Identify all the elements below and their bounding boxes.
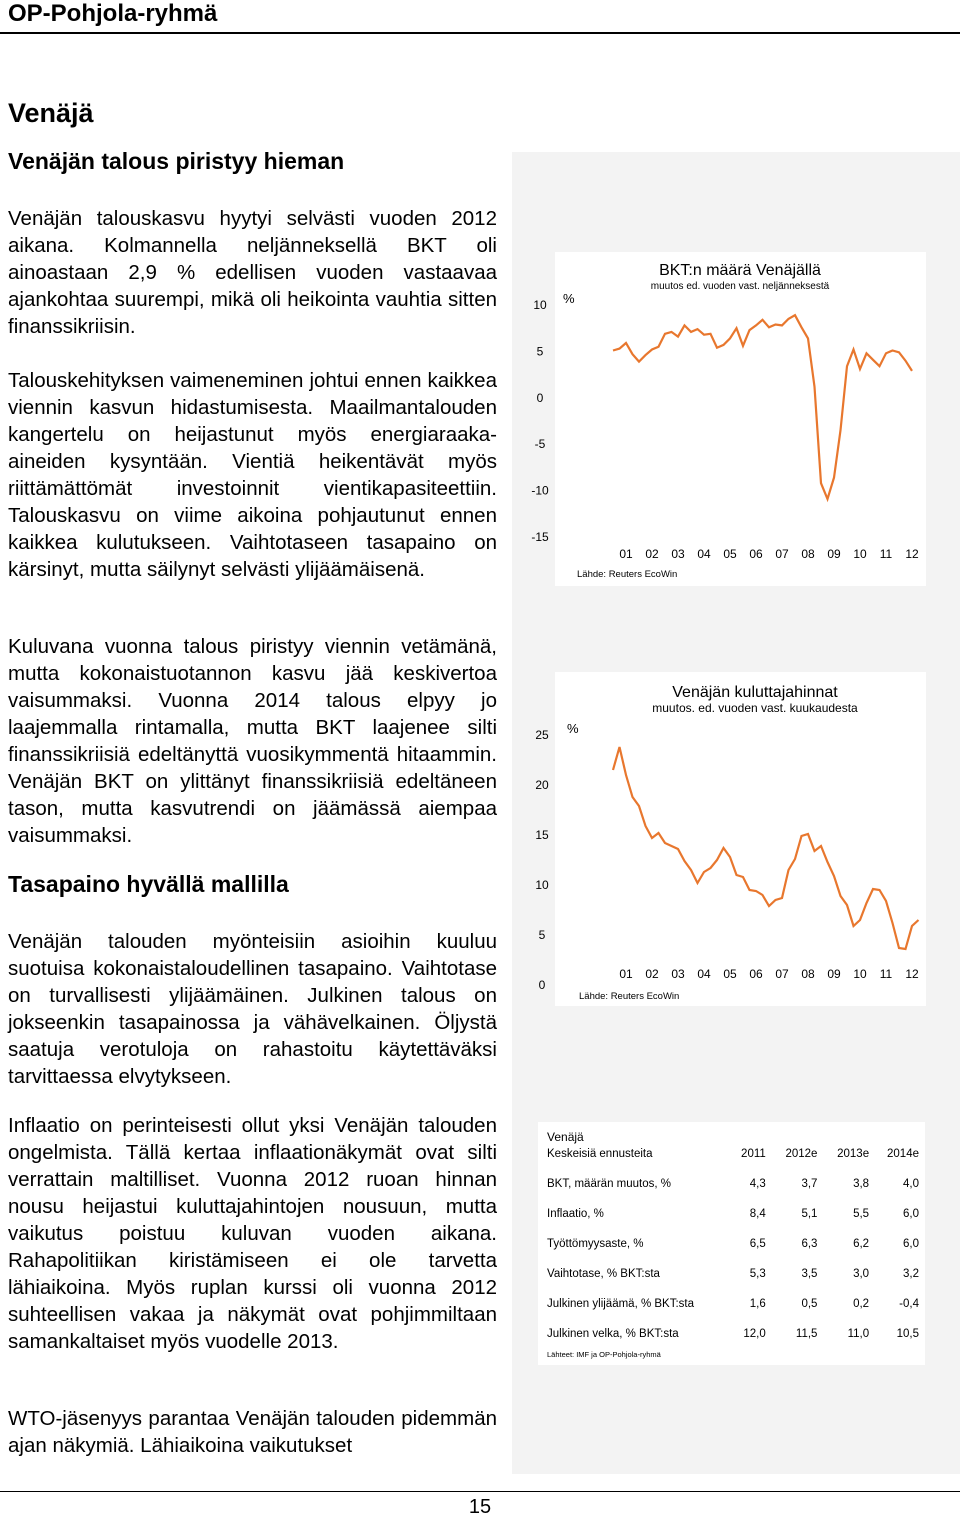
forecast-value: 8,4: [749, 1208, 766, 1220]
y-tick-label: 5: [536, 344, 544, 359]
y-tick-label: 10: [535, 878, 549, 892]
x-tick-label: 10: [853, 547, 867, 561]
x-tick-label: 02: [645, 967, 659, 981]
x-tick-label: 07: [775, 547, 789, 561]
publisher-title: OP-Pohjola-ryhmä: [8, 0, 218, 27]
gdp-chart: [531, 252, 926, 586]
y-tick-label: 25: [535, 728, 549, 742]
forecast-value: 5,5: [853, 1208, 870, 1220]
x-tick-label: 09: [827, 967, 841, 981]
x-tick-label: 07: [775, 967, 789, 981]
paragraph-2-text: Talouskehityksen vaimeneminen johtui ennen kaikkea viennin kasvun hidastumisesta. Maailmantalouden kangertelu on heijastunut myös energiaraaka-aineiden kysyntään. Vientiä heikentävät myös riittämättömät investoinnit vientikapasiteettiin. Talouskasvu on viime aikoina pohjautunut ennen kaikkea kulutukseen. Vaihtotaseen tasapaino on kärsinyt, mutta säilynyt selvästi ylijäämäisenä.: [8, 369, 497, 581]
forecast-year-header: 2014e: [887, 1148, 919, 1160]
cpi-chart-subtitle: muutos. ed. vuoden vast. kuukaudesta: [652, 701, 858, 715]
gdp-chart-ylabel: %: [563, 291, 575, 306]
x-tick-label: 12: [905, 547, 919, 561]
paragraph-2: [8, 367, 497, 583]
gdp-chart-title: BKT:n määrä Venäjällä: [659, 262, 821, 279]
forecast-row-label: Vaihtotase, % BKT:sta: [547, 1268, 660, 1280]
forecast-table: [547, 1139, 919, 1349]
gdp-chart-source: Lähde: Reuters EcoWin: [577, 569, 678, 580]
forecast-value: 6,3: [801, 1238, 818, 1250]
forecast-value: 3,7: [801, 1178, 818, 1190]
forecast-table-title: Venäjä: [547, 1130, 584, 1144]
forecast-table-source: Lähteet: IMF ja OP-Pohjola-ryhmä: [547, 1350, 661, 1359]
page-number: 15: [468, 1496, 492, 1518]
forecast-value: 6,0: [903, 1208, 919, 1220]
x-tick-label: 01: [619, 547, 633, 561]
forecast-row: [547, 1259, 919, 1289]
paragraph-5: [8, 1112, 497, 1355]
forecast-header-row: [547, 1139, 919, 1169]
y-tick-label: 5: [538, 928, 546, 942]
x-tick-label: 02: [645, 547, 659, 561]
forecast-year-header: 2013e: [837, 1148, 870, 1160]
x-tick-label: 11: [879, 967, 893, 981]
forecast-year-header: 2011: [741, 1148, 766, 1160]
y-tick-label: 15: [535, 828, 549, 842]
forecast-value: 1,6: [749, 1298, 766, 1310]
cpi-series-line: [613, 747, 919, 949]
cpi-chart-source: Lähde: Reuters EcoWin: [579, 991, 680, 1002]
forecast-row: [547, 1319, 919, 1349]
x-tick-label: 09: [827, 547, 841, 561]
forecast-row: [547, 1169, 919, 1199]
forecast-value: 5,3: [749, 1268, 766, 1280]
x-tick-label: 04: [697, 967, 711, 981]
gdp-chart-svg: [531, 252, 926, 586]
x-tick-label: 08: [801, 967, 815, 981]
forecast-value: 3,0: [853, 1268, 870, 1280]
paragraph-6-text: WTO-jäsenyys parantaa Venäjän talouden pidemmän ajan näkymiä. Lähiaikoina vaikutukset: [8, 1407, 497, 1457]
paragraph-3: [8, 633, 497, 849]
paragraph-3-text: Kuluvana vuonna talous piristyy viennin vetämänä, mutta kokonaistuotannon kasvu jää keskivertoa vaisummaksi. Vuonna 2014 talous elpyy jo laajemmalla rintamalla, mutta BKT laajenee silti finanssikriisiä edeltänyttä vuosikymmentä hitaammin. Venäjän BKT on ylittänyt finanssikriisiä edeltäneen tason, mutta kasvutrendi on jäämässä aiempaa vaisummaksi.: [8, 635, 497, 847]
subhead-second: Tasapaino hyvällä mallilla: [8, 871, 289, 897]
x-tick-label: 06: [749, 967, 763, 981]
right-sidebar-panel: [512, 152, 960, 1474]
x-tick-label: 03: [671, 967, 685, 981]
forecast-table-box: [538, 1122, 925, 1365]
y-tick-label: 0: [538, 978, 546, 992]
forecast-value: 6,5: [749, 1238, 766, 1250]
cpi-chart: [535, 672, 926, 1006]
forecast-value: 6,0: [903, 1238, 919, 1250]
subhead-first: Venäjän talous piristyy hieman: [8, 148, 345, 174]
forecast-row-label: Julkinen velka, % BKT:sta: [547, 1328, 679, 1340]
paragraph-6: [8, 1405, 497, 1459]
forecast-year-header: 2012e: [785, 1148, 818, 1160]
cpi-chart-svg: [535, 672, 926, 1006]
x-tick-label: 05: [723, 547, 737, 561]
forecast-value: 5,1: [801, 1208, 818, 1220]
forecast-value: 0,5: [801, 1298, 818, 1310]
x-tick-label: 12: [905, 967, 919, 981]
forecast-value: 3,5: [801, 1268, 818, 1280]
y-tick-label: -10: [531, 483, 549, 498]
x-tick-label: 01: [619, 967, 633, 981]
cpi-chart-ylabel: %: [567, 721, 579, 736]
forecast-row: [547, 1229, 919, 1259]
x-tick-label: 04: [697, 547, 711, 561]
forecast-value: 12,0: [743, 1328, 766, 1340]
x-tick-label: 03: [671, 547, 685, 561]
paragraph-1-text: Venäjän talouskasvu hyytyi selvästi vuoden 2012 aikana. Kolmannella neljänneksellä BKT oli ainoastaan 2,9 % edellisen vuoden vastaavaa ajankohtaa suurempi, mikä oli heikointa vauhtia sitten finanssikriisin.: [8, 207, 497, 338]
x-tick-label: 05: [723, 967, 737, 981]
cpi-chart-title: Venäjän kuluttajahinnat: [672, 684, 838, 701]
paragraph-5-text: Inflaatio on perinteisesti ollut yksi Venäjän talouden ongelmista. Tällä kertaa inflaationäkymät ovat silti verrattain maltilliset. Vuonna 2012 ruoan hinnan nousu heijastui kuluttajahintojen nousuun, mutta vaikutus poistuu kuluvan vuoden aikana. Rahapolitiikan kiristämiseen ei ole tarvetta lähiaikoina. Myös ruplan kurssi oli vuonna 2012 suhteellisen vakaa ja näkymät ovat pohjimmiltaan samankaltaiset myös vuodelle 2013.: [8, 1114, 497, 1353]
forecast-value: 10,5: [896, 1328, 919, 1340]
forecast-value: 3,2: [903, 1268, 919, 1280]
forecast-header-label: Keskeisiä ennusteita: [547, 1148, 653, 1160]
y-tick-label: 0: [536, 390, 544, 405]
paragraph-4-text: Venäjän talouden myönteisiin asioihin kuuluu suotuisa kokonaistaloudellinen tasapaino. Vaihtotase on turvallisesti ylijäämäinen. Julkinen talous on jokseenkin tasapainossa ja vähävelkainen. Öljystä saatuja verotuloja on rahastoitu käytettäväksi tarvittaessa elvytykseen.: [8, 930, 497, 1088]
y-tick-label: -15: [531, 530, 549, 544]
y-tick-label: 20: [535, 778, 549, 792]
forecast-row: [547, 1199, 919, 1229]
gdp-chart-subtitle: muutos ed. vuoden vast. neljänneksestä: [650, 281, 830, 292]
forecast-value: 11,0: [847, 1328, 870, 1340]
forecast-row-label: BKT, määrän muutos, %: [547, 1178, 671, 1190]
page-header: [0, 0, 960, 32]
x-tick-label: 08: [801, 547, 815, 561]
x-tick-label: 06: [749, 547, 763, 561]
y-tick-label: 10: [533, 298, 547, 312]
forecast-value: 6,2: [853, 1238, 870, 1250]
forecast-row-label: Julkinen ylijäämä, % BKT:sta: [547, 1298, 695, 1310]
gdp-series-line: [613, 315, 912, 499]
forecast-value: 4,3: [749, 1178, 766, 1190]
forecast-value: -0,4: [899, 1298, 919, 1310]
forecast-value: 11,5: [795, 1328, 818, 1340]
forecast-value: 3,8: [853, 1178, 870, 1190]
y-tick-label: -5: [534, 437, 546, 452]
section-title: Venäjä: [8, 98, 94, 128]
footer-rule: [0, 1491, 960, 1492]
paragraph-4: [8, 928, 497, 1090]
forecast-row-label: Työttömyysaste, %: [547, 1238, 644, 1250]
paragraph-1: [8, 205, 497, 340]
x-tick-label: 10: [853, 967, 867, 981]
x-tick-label: 11: [879, 547, 893, 561]
forecast-value: 4,0: [903, 1178, 919, 1190]
forecast-value: 0,2: [853, 1298, 870, 1310]
header-rule: [0, 32, 960, 34]
forecast-row: [547, 1289, 919, 1319]
forecast-row-label: Inflaatio, %: [547, 1208, 604, 1220]
